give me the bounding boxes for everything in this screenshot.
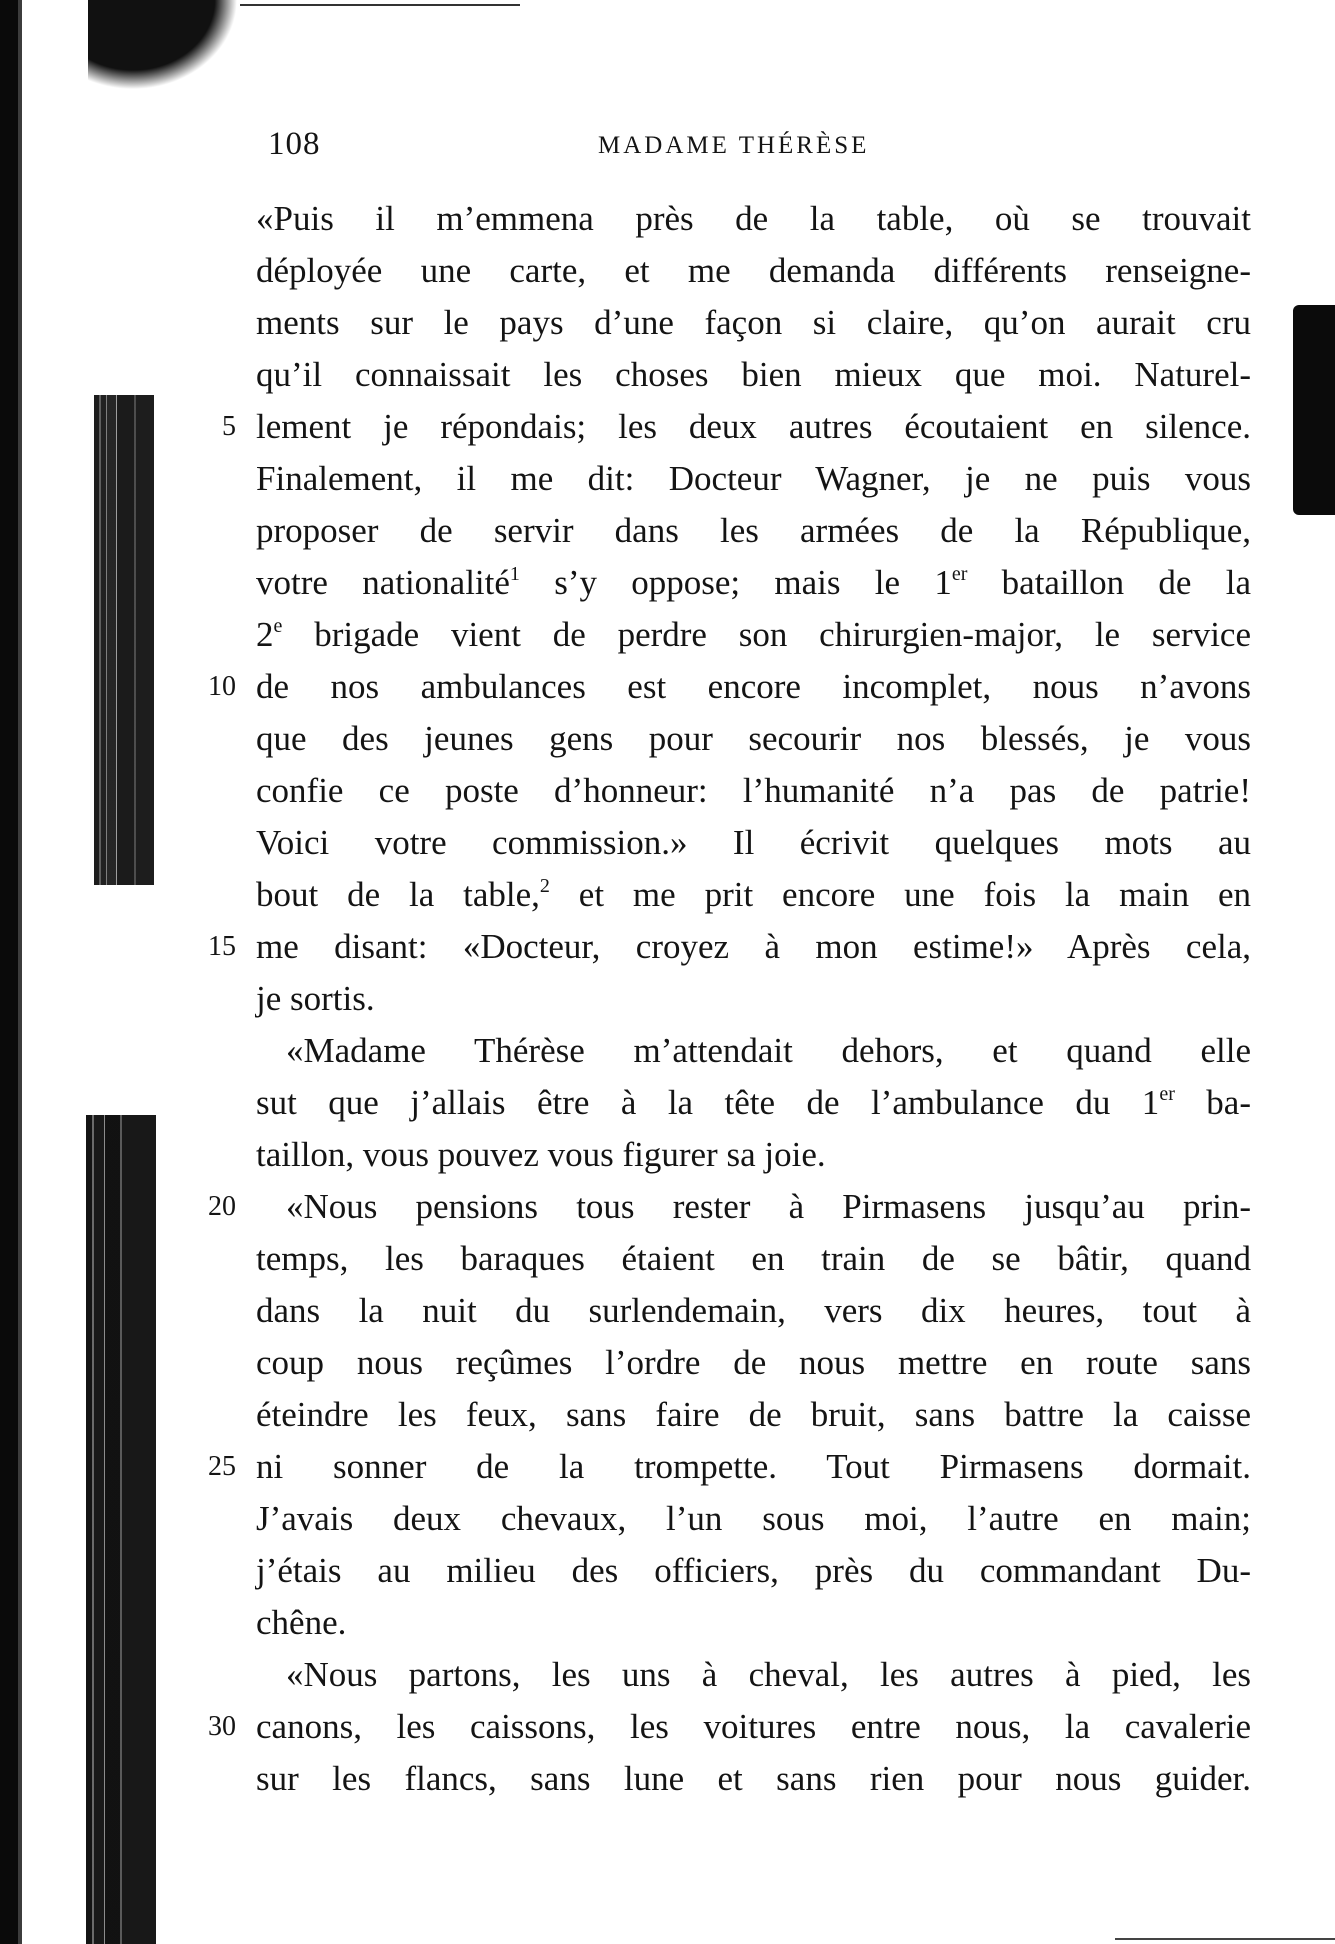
running-title: MADAME THÉRÈSE (598, 132, 870, 159)
text-line: ni sonner de la trompette. Tout Pirmasens dormait. (256, 1447, 1251, 1486)
text-line: ments sur le pays d’une façon si claire, qu’on aurait cru (256, 303, 1251, 342)
ordinal-suffix: er (1159, 1083, 1175, 1105)
scan-edge-line (240, 4, 520, 6)
line-number: 10 (208, 671, 236, 702)
text-run: bataillon de la (967, 563, 1251, 602)
line-number: 15 (208, 931, 236, 962)
text-line: sur les flancs, sans lune et sans rien pour nous guider. (256, 1759, 1251, 1798)
text-line (256, 612, 1251, 658)
text-line: dans la nuit du surlendemain, vers dix heures, tout à (256, 1291, 1251, 1330)
text-run: 2 (256, 615, 274, 654)
text-run: bout de la table, (256, 875, 540, 914)
line-number: 20 (208, 1191, 236, 1222)
footnote-marker: 2 (539, 875, 550, 897)
scan-binding-shadow-upper (94, 395, 154, 885)
text-line: me disant: «Docteur, croyez à mon estime!» Après cela, (256, 927, 1251, 966)
line-number: 30 (208, 1711, 236, 1742)
text-line: taillon, vous pouvez vous figurer sa joie. (256, 1135, 826, 1174)
text-run: s’y oppose; mais le 1 (519, 563, 952, 602)
ordinal-suffix: er (951, 563, 968, 585)
text-line: confie ce poste d’honneur: l’humanité n’a pas de patrie! (256, 771, 1251, 810)
text-run: brigade vient de perdre son chirurgien-major, le service (282, 615, 1251, 654)
footnote-marker: 1 (509, 563, 520, 585)
text-line: J’avais deux chevaux, l’un sous moi, l’autre en main; (256, 1499, 1251, 1538)
text-line: j’étais au milieu des officiers, près du commandant Du- (256, 1551, 1251, 1590)
text-line (256, 1080, 1251, 1126)
text-line: canons, les caissons, les voitures entre nous, la cavalerie (256, 1707, 1251, 1746)
text-line: «Madame Thérèse m’attendait dehors, et quand elle (286, 1031, 1251, 1070)
text-run: et me prit encore une fois la main en (549, 875, 1251, 914)
text-line: coup nous reçûmes l’ordre de nous mettre en route sans (256, 1343, 1251, 1382)
text-line: temps, les baraques étaient en train de se bâtir, quand (256, 1239, 1251, 1278)
text-run: ba- (1174, 1083, 1251, 1122)
scan-edge-line-bottom (1115, 1938, 1335, 1940)
running-head (268, 126, 1058, 166)
scan-ink-smudge (88, 0, 238, 90)
line-number: 25 (208, 1451, 236, 1482)
line-number: 5 (222, 411, 236, 442)
text-line: qu’il connaissait les choses bien mieux que moi. Naturel- (256, 355, 1251, 394)
text-line: je sortis. (256, 979, 375, 1018)
text-line (256, 560, 1251, 606)
text-line: «Puis il m’emmena près de la table, où se trouvait (256, 199, 1251, 238)
text-line: proposer de servir dans les armées de la République, (256, 511, 1251, 550)
page-number: 108 (268, 126, 321, 162)
text-line: déployée une carte, et me demanda différents renseigne- (256, 251, 1251, 290)
text-run: sut que j’allais être à la tête de l’ambulance du 1 (256, 1083, 1160, 1122)
text-run: votre nationalité (256, 563, 510, 602)
scan-border-left (0, 0, 28, 1944)
text-line: Finalement, il me dit: Docteur Wagner, je ne puis vous (256, 459, 1251, 498)
text-line: de nos ambulances est encore incomplet, nous n’avons (256, 667, 1251, 706)
scan-binding-shadow-lower (86, 1115, 156, 1944)
text-line: chêne. (256, 1603, 347, 1642)
text-line: «Nous pensions tous rester à Pirmasens jusqu’au prin- (286, 1187, 1251, 1226)
scan-page-tab (1293, 305, 1335, 515)
text-line: lement je répondais; les deux autres écoutaient en silence. (256, 407, 1251, 446)
text-line: «Nous partons, les uns à cheval, les autres à pied, les (286, 1655, 1251, 1694)
text-line: Voici votre commission.» Il écrivit quelques mots au (256, 823, 1251, 862)
text-line: éteindre les feux, sans faire de bruit, sans battre la caisse (256, 1395, 1251, 1434)
text-line: que des jeunes gens pour secourir nos blessés, je vous (256, 719, 1251, 758)
ordinal-suffix: e (273, 615, 283, 637)
text-line (256, 872, 1251, 918)
